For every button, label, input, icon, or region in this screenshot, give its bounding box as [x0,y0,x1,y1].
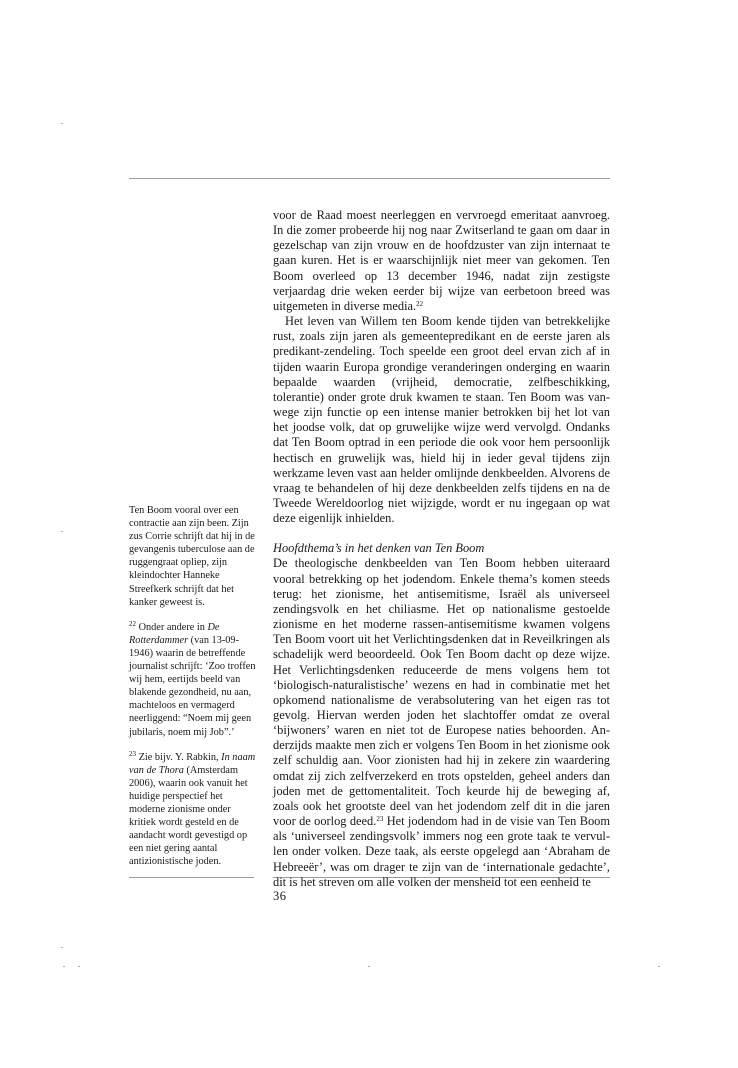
scan-mark [61,531,63,532]
scan-mark [61,947,63,948]
footnote-22 [129,621,259,739]
footnote-number: 22 [129,619,136,628]
main-text-column [273,208,610,890]
page-number: 36 [273,889,287,903]
footnote-number: 23 [129,749,136,758]
scan-mark [63,966,65,967]
footnote-continuation: Ten Boom vooral over een contractie aan zijn been. Zijn zus Corrie schrijft dat hij in de gevangenis tuberculose aan de ruggengraat opliep, zijn kleindochter Hanneke Streefkerk schrijft dat het kanker geweest is. [129,505,255,608]
paragraph [273,208,610,314]
scan-mark [78,966,80,967]
paragraph-text: Het jodendom had in de visie van Ten Boom als ‘universeel zendingsvolk’ immers nog een grote taak te vervullen onder volken. Deze taak, als eerste opgelegd aan ‘Abraham de Hebreeër’, was om drager te zijn van de ‘internationale gedachte’, dit is het streven om alle volken der mensheid tot een eenheid te [273,814,610,889]
paragraph-text: voor de Raad moest neerleggen en vervroegd emeritaat aanvroeg. In die zomer probeerde hij nog naar Zwitserland te gaan om daar in gezelschap van zijn vrouw en de hoofdzuster van zijn internaat te gaan kuren. Het is er waarschijnlijk niet meer van gekomen. Ten Boom overleed op 13 december 1946, nadat zijn zestigste verjaardag drie weken eerder bij wijze van eerbetoon breed was uitgemeten in diverse media. [273,208,610,313]
footnote-ref-23: 23 [376,815,384,824]
footnote-23 [129,751,259,869]
footnote-title: De Rotterdammer [129,621,220,646]
footnotes-column [129,504,259,868]
scan-mark [61,123,63,124]
footnote-text: (van 13-09-1946) waarin de betreffende journalist schrijft: ‘Zoo troffen wij hem, eertijds beeld van blakende gezondheid, nu aan, machteloos en vermagerd neerliggend: “Noem mij geen jubilaris, noem mij Job”.’ [129,634,256,738]
paragraph: Het leven van Willem ten Boom kende tijden van betrekkelijke rust, zoals zijn jaren als gemeentepredikant en de eerste jaren als predikant-zendeling. Toch speelde een groot deel ervan zich af in tijden waarin Europa grondige veranderingen onderging en waarin bepaalde waarden (vrijheid, democratie, zelfbeschikking, tolerantie) onder grote druk kwamen te staan. Ten Boom was vanwege zijn functie op een intense manier betrokken bij het lot van het joodse volk, dat op gruwelijke wijze werd vervolgd. Ondanks dat Ten Boom optrad in een periode die ook voor hem persoonlijk hectisch en gruwelijk was, hield hij in ieder geval tijdens zijn werkzame leven vast aan helder omlijnde denkbeelden. Alvorens de vraag te behandelen of hij deze denkbeelden zelfs tijdens en na de Tweede Wereldoorlog niet wijzigde, wordt er nu ingegaan op wat deze eigenlijk inhielden. [273,314,610,526]
section-heading: Hoofdthema’s in het denken van Ten Boom [273,541,485,556]
top-rule [129,178,610,179]
footnote-text: (Amsterdam 2006), waarin ook vanuit het huidige perspectief het moderne zionisme onder kritiek wordt gesteld en de aandacht wordt gevestigd op een niet gering aantal antizionistische joden. [129,764,248,868]
footnote-ref-22: 22 [416,299,424,308]
paragraph [273,556,610,889]
footnote-title: In naam van de Thora [129,751,256,776]
footnote-text: Zie bijv. Y. Rabkin, [136,751,222,763]
paragraph-text: De theologische denkbeelden van Ten Boom hebben uiteraard vooral betrekking op het jodendom. Enkele thema’s komen steeds terug: het zionisme, het antisemitisme, Israël als universeel zendingsvolk en het chiliasme. Het op nationalisme gestoelde zionisme en het moderne rassen-antisemitisme kwamen volgens Ten Boom voort uit het Verlichtingsdenken dat in Reveilkringen als schadelijk werd beoordeeld. Ook Ten Boom dacht op deze wijze. Het Verlichtingsdenken reduceerde de mens volgens hem tot ‘biologisch-naturalistische’ wezens en had in combinatie met het opkomend nationalisme de verabsolutering van het eigen ras tot gevolg. Hiervan werden joden het slachtoffer omdat ze overal ‘bijwoners’ waren en niet tot de Europese naties behoorden. Anderzijds maakte men zich er volgens Ten Boom in het zionisme ook zelf schuldig aan. Voor zionisten had hij in zekere zin waardering omdat zij zich zelfverzekerd en trots opstelden, geheel anders dan joden met de gettomentaliteit. Toch keurde hij de beweging af, zoals ook het grootste deel van het jodendom zelf dit in die jaren voor de oorlog deed. [273,556,610,829]
sidenote-bottom-rule [129,877,254,878]
footnote-text: Onder andere in [136,621,208,633]
scan-mark [658,966,660,967]
scan-mark [368,966,370,967]
